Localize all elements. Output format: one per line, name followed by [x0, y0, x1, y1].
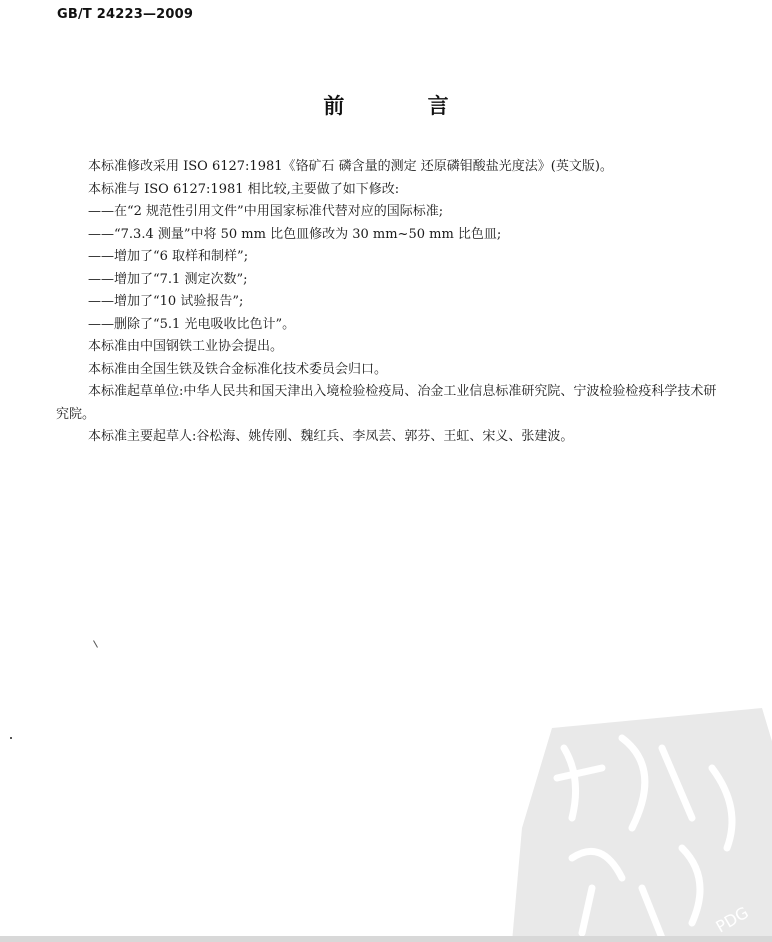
paragraph-comparison: 本标准与 ISO 6127:1981 相比较,主要做了如下修改: — [88, 181, 400, 197]
pdg-watermark-seal — [512, 708, 772, 942]
list-item: ——“7.3.4 测量”中将 50 mm 比色皿修改为 30 mm~50 mm 比色皿; — [88, 226, 502, 242]
list-item: ——增加了“7.1 测定次数”; — [88, 271, 248, 287]
paragraph-drafting-units: 本标准起草单位:中华人民共和国天津出入境检验检疫局、冶金工业信息标准研究院、宁波检验检疫科学技术研究院。 — [56, 384, 717, 422]
paragraph-drafters: 本标准主要起草人:谷松海、姚传刚、魏红兵、李凤芸、郭芬、王虹、宋义、张建波。 — [88, 429, 574, 444]
scan-speck — [93, 640, 98, 647]
page-bottom-edge — [0, 936, 772, 942]
list-item: ——增加了“6 取样和制样”; — [88, 249, 249, 264]
list-item: ——增加了“10 试验报告”; — [88, 294, 244, 309]
page-title: 前 言 — [323, 94, 487, 118]
paragraph-administrator: 本标准由全国生铁及铁合金标准化技术委员会归口。 — [88, 361, 388, 377]
paragraph-proposer: 本标准由中国钢铁工业协会提出。 — [88, 339, 284, 354]
list-item: ——删除了“5.1 光电吸收比色计”。 — [88, 316, 296, 332]
watermark-label: PDG — [712, 902, 752, 937]
standard-code: GB/T 24223—2009 — [57, 7, 194, 22]
list-item: ——在“2 规范性引用文件”中用国家标准代替对应的国际标准; — [88, 204, 444, 219]
paragraph-adoption: 本标准修改采用 ISO 6127:1981《铬矿石 磷含量的测定 还原磷钼酸盐光度法》(英文版)。 — [88, 159, 613, 174]
scan-speck — [10, 737, 12, 739]
foreword-body — [56, 156, 726, 449]
